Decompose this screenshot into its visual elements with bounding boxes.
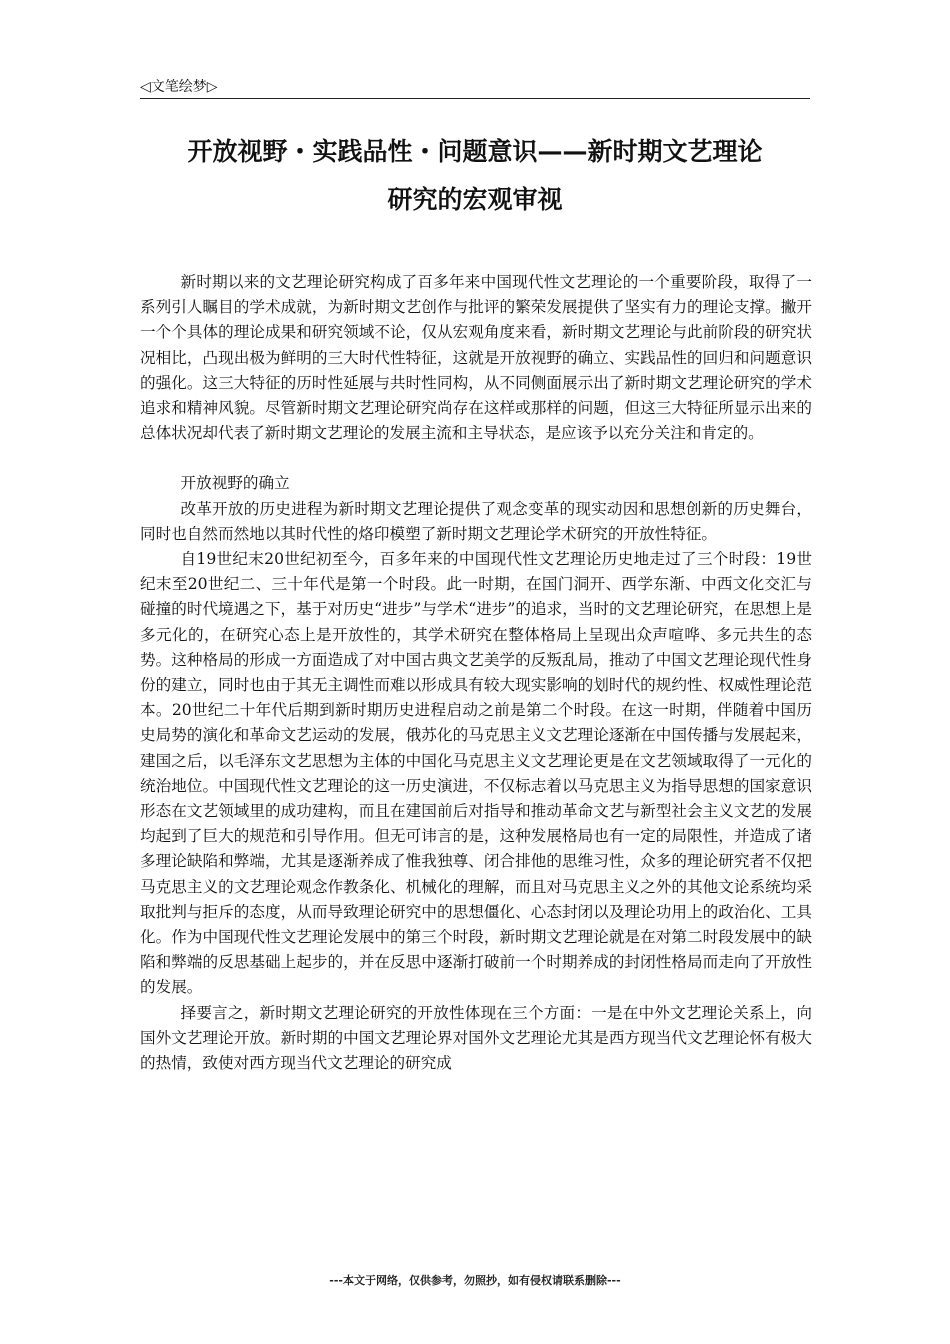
section-heading: 开放视野的确立 — [180, 474, 290, 493]
title-line-2: 研究的宏观审视 — [387, 185, 563, 214]
body-paragraph-3: 择要言之，新时期文艺理论研究的开放性体现在三个方面：一是在中外文艺理论关系上，向国外文艺理论开放。新时期的中国文艺理论界对国外文艺理论尤其是西方现当代文艺理论怀有极大的热情，致使对西方现当代文艺理论的研究成 — [140, 1003, 812, 1073]
title-line-1: 开放视野・实践品性・问题意识——新时期文艺理论 — [187, 137, 763, 166]
article-body — [140, 270, 812, 1076]
page-footer: ---本文于网络，仅供参考，勿照抄，如有侵权请联系删除--- — [329, 1274, 621, 1287]
body-paragraph-1: 改革开放的历史进程为新时期文艺理论提供了观念变革的现实动因和思想创新的历史舞台，同时也自然而然地以其时代性的烙印模塑了新时期文艺理论学术研究的开放性特征。 — [140, 499, 812, 543]
body-paragraph-2: 自19世纪末20世纪初至今，百多年来的中国现代性文艺理论历史地走过了三个时段：19世纪末至20世纪二、三十年代是第一个时段。此一时期，在国门洞开、西学东渐、中西文化交汇与碰撞的时代境遇之下，基于对历史“进步”与学术“进步”的追求，当时的文艺理论研究，在思想上是多元化的，在研究心态上是开放性的，其学术研究在整体格局上呈现出众声喧哗、多元共生的态势。这种格局的形成一方面造成了对中国古典文艺美学的反叛乱局，推动了中国文艺理论现代性身份的建立，同时也由于其无主调性而难以形成具有较大现实影响的划时代的规约性、权威性理论范本。20世纪二十年代后期到新时期历史进程启动之前是第二个时段。在这一时期，伴随着中国历史局势的演化和革命文艺运动的发展，俄苏化的马克思主义文艺理论逐渐在中国传播与发展起来，建国之后，以毛泽东文艺思想为主体的中国化马克思主义文艺理论更是在文艺领域取得了一元化的统治地位。中国现代性文艺理论的这一历史演进，不仅标志着以马克思主义为指导思想的国家意识形态在文艺领域里的成功建构，而且在建国前后对指导和推动革命文艺与新型社会主义文艺的发展均起到了巨大的规范和引导作用。但无可讳言的是，这种发展格局也有一定的局限性，并造成了诸多理论缺陷和弊端，尤其是逐渐养成了惟我独尊、闭合排他的思维习性，众多的理论研究者不仅把马克思主义的文艺理论观念作教条化、机械化的理解，而且对马克思主义之外的其他文论系统均采取批判与拒斥的态度，从而导致理论研究中的思想僵化、心态封闭以及理论功用上的政治化、工具化。作为中国现代性文艺理论发展中的第三个时段，新时期文艺理论就是在对第二时段发展中的缺陷和弊端的反思基础上起步的，并在反思中逐渐打破前一个时期养成的封闭性格局而走向了开放性的发展。 — [140, 550, 812, 997]
paragraph-gap — [140, 446, 812, 471]
page-title — [120, 128, 830, 224]
page-header — [140, 72, 810, 99]
header-label: ◁文笔绘梦▷ — [140, 79, 218, 95]
intro-paragraph: 新时期以来的文艺理论研究构成了百多年来中国现代性文艺理论的一个重要阶段，取得了一系列引人瞩目的学术成就，为新时期文艺创作与批评的繁荣发展提供了坚实有力的理论支撑。撇开一个个具体的理论成果和研究领域不论，仅从宏观角度来看，新时期文艺理论与此前阶段的研究状况相比，凸现出极为鲜明的三大时代性特征，这就是开放视野的确立、实践品性的回归和问题意识的强化。这三大特征的历时性延展与共时性同构，从不同侧面展示出了新时期文艺理论研究的学术追求和精神风貌。尽管新时期文艺理论研究尚存在这样或那样的问题，但这三大特征所显示出来的总体状况却代表了新时期文艺理论的发展主流和主导状态，是应该予以充分关注和肯定的。 — [140, 273, 812, 443]
